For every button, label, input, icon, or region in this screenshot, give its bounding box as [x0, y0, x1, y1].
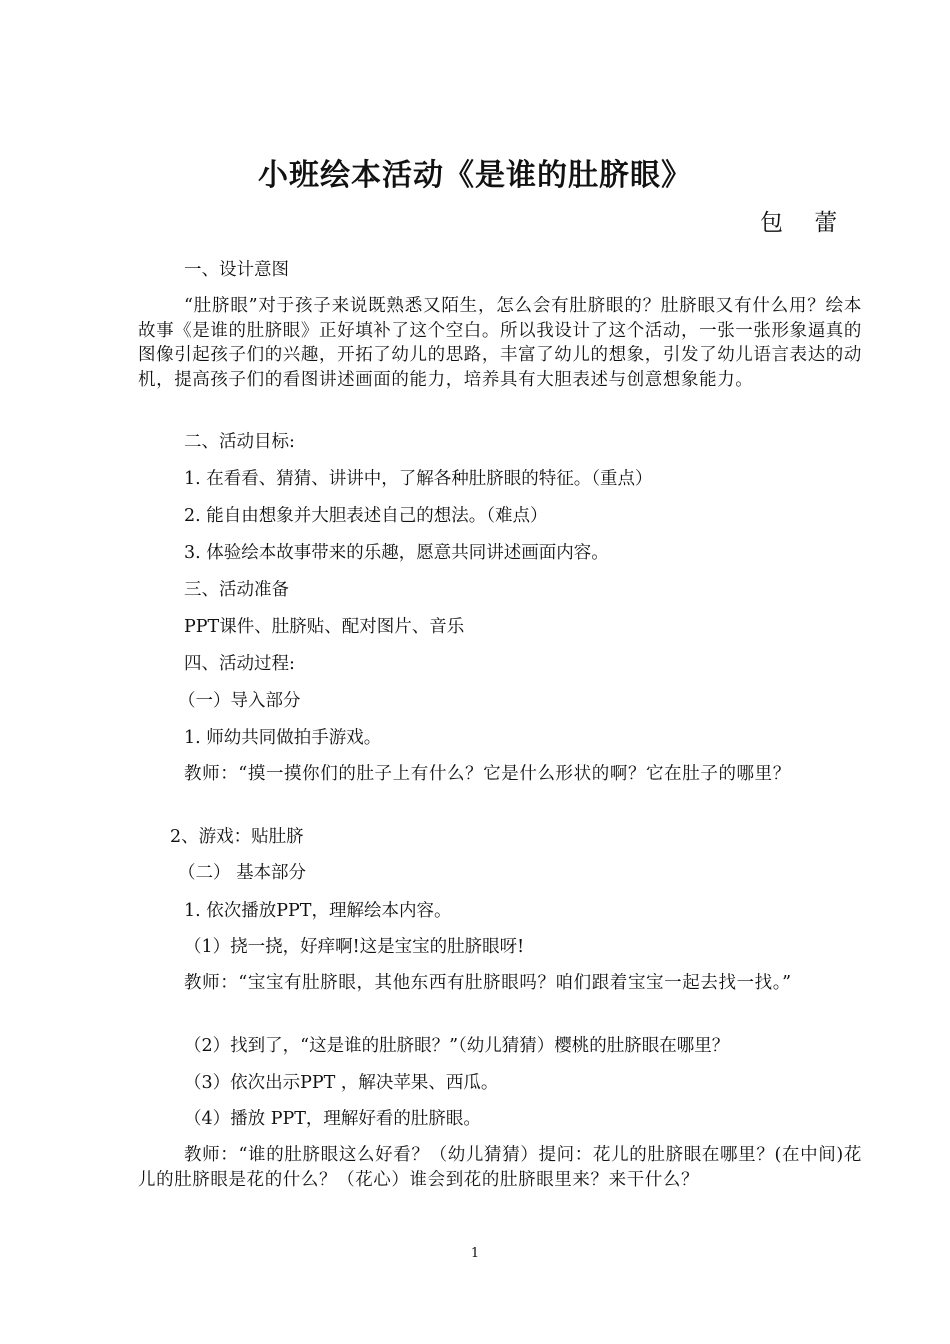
- prep-materials: PPT课件、肚脐贴、配对图片、音乐: [184, 617, 465, 637]
- intro-step-2: 2、游戏：贴肚脐: [170, 827, 304, 847]
- section-heading-goals: 二、活动目标:: [184, 432, 295, 452]
- author-name: 包 蕾: [760, 210, 850, 236]
- document-title: 小班绘本活动《是谁的肚脐眼》: [258, 158, 692, 193]
- section-heading-process: 四、活动过程:: [184, 654, 295, 674]
- main-sub-3: （3）依次出示PPT ，解决苹果、西瓜。: [184, 1073, 499, 1093]
- goal-item-1: 1. 在看看、猜猜、讲讲中，了解各种肚脐眼的特征。（重点）: [184, 469, 653, 489]
- main-sub-2: （2）找到了，“这是谁的肚脐眼？”（幼儿猜猜）樱桃的肚脐眼在哪里？: [184, 1036, 730, 1056]
- main-teacher-paragraph-1: 教师：“宝宝有肚脐眼，其他东西有肚脐眼吗？咱们跟着宝宝一起去找一找。”: [184, 973, 792, 993]
- part-heading-intro: （一）导入部分: [178, 691, 301, 711]
- design-intent-paragraph: “肚脐眼”对于孩子来说既熟悉又陌生，怎么会有肚脐眼的？肚脐眼又有什么用？绘本故事《是谁的肚脐眼》正好填补了这个空白。所以我设计了这个活动，一张一张形象逼真的图像引起孩子们的兴趣，开拓了幼儿的思路，丰富了幼儿的想象，引发了幼儿语言表达的动机，提高孩子们的看图讲述画面的能力，培养具有大胆表述与创意想象能力。: [138, 296, 862, 390]
- main-sub-1: （1）挠一挠，好痒啊!这是宝宝的肚脐眼呀!: [184, 937, 525, 957]
- main-step-1: 1. 依次播放PPT，理解绘本内容。: [184, 901, 452, 921]
- intro-teacher-paragraph: 教师：“摸一摸你们的肚子上有什么？它是什么形状的啊？它在肚子的哪里？: [184, 764, 791, 784]
- section-heading-prep: 三、活动准备: [184, 580, 289, 600]
- intro-step-1: 1. 师幼共同做拍手游戏。: [184, 728, 382, 748]
- page-number: 1: [470, 1246, 480, 1261]
- goal-item-2: 2. 能自由想象并大胆表述自己的想法。（难点）: [184, 506, 548, 526]
- goal-item-3: 3. 体验绘本故事带来的乐趣，愿意共同讲述画面内容。: [184, 543, 609, 563]
- part-heading-main: （二） 基本部分: [178, 863, 307, 883]
- main-sub-4: （4）播放 PPT，理解好看的肚脐眼。: [184, 1109, 481, 1129]
- section-heading-design: 一、设计意图: [184, 260, 289, 280]
- main-teacher-paragraph-2: 教师：“谁的肚脐眼这么好看？（幼儿猜猜）提问：花儿的肚脐眼在哪里？(在中间)花儿的肚脐眼是花的什么？（花心）谁会到花的肚脐眼里来？来干什么？: [138, 1145, 862, 1190]
